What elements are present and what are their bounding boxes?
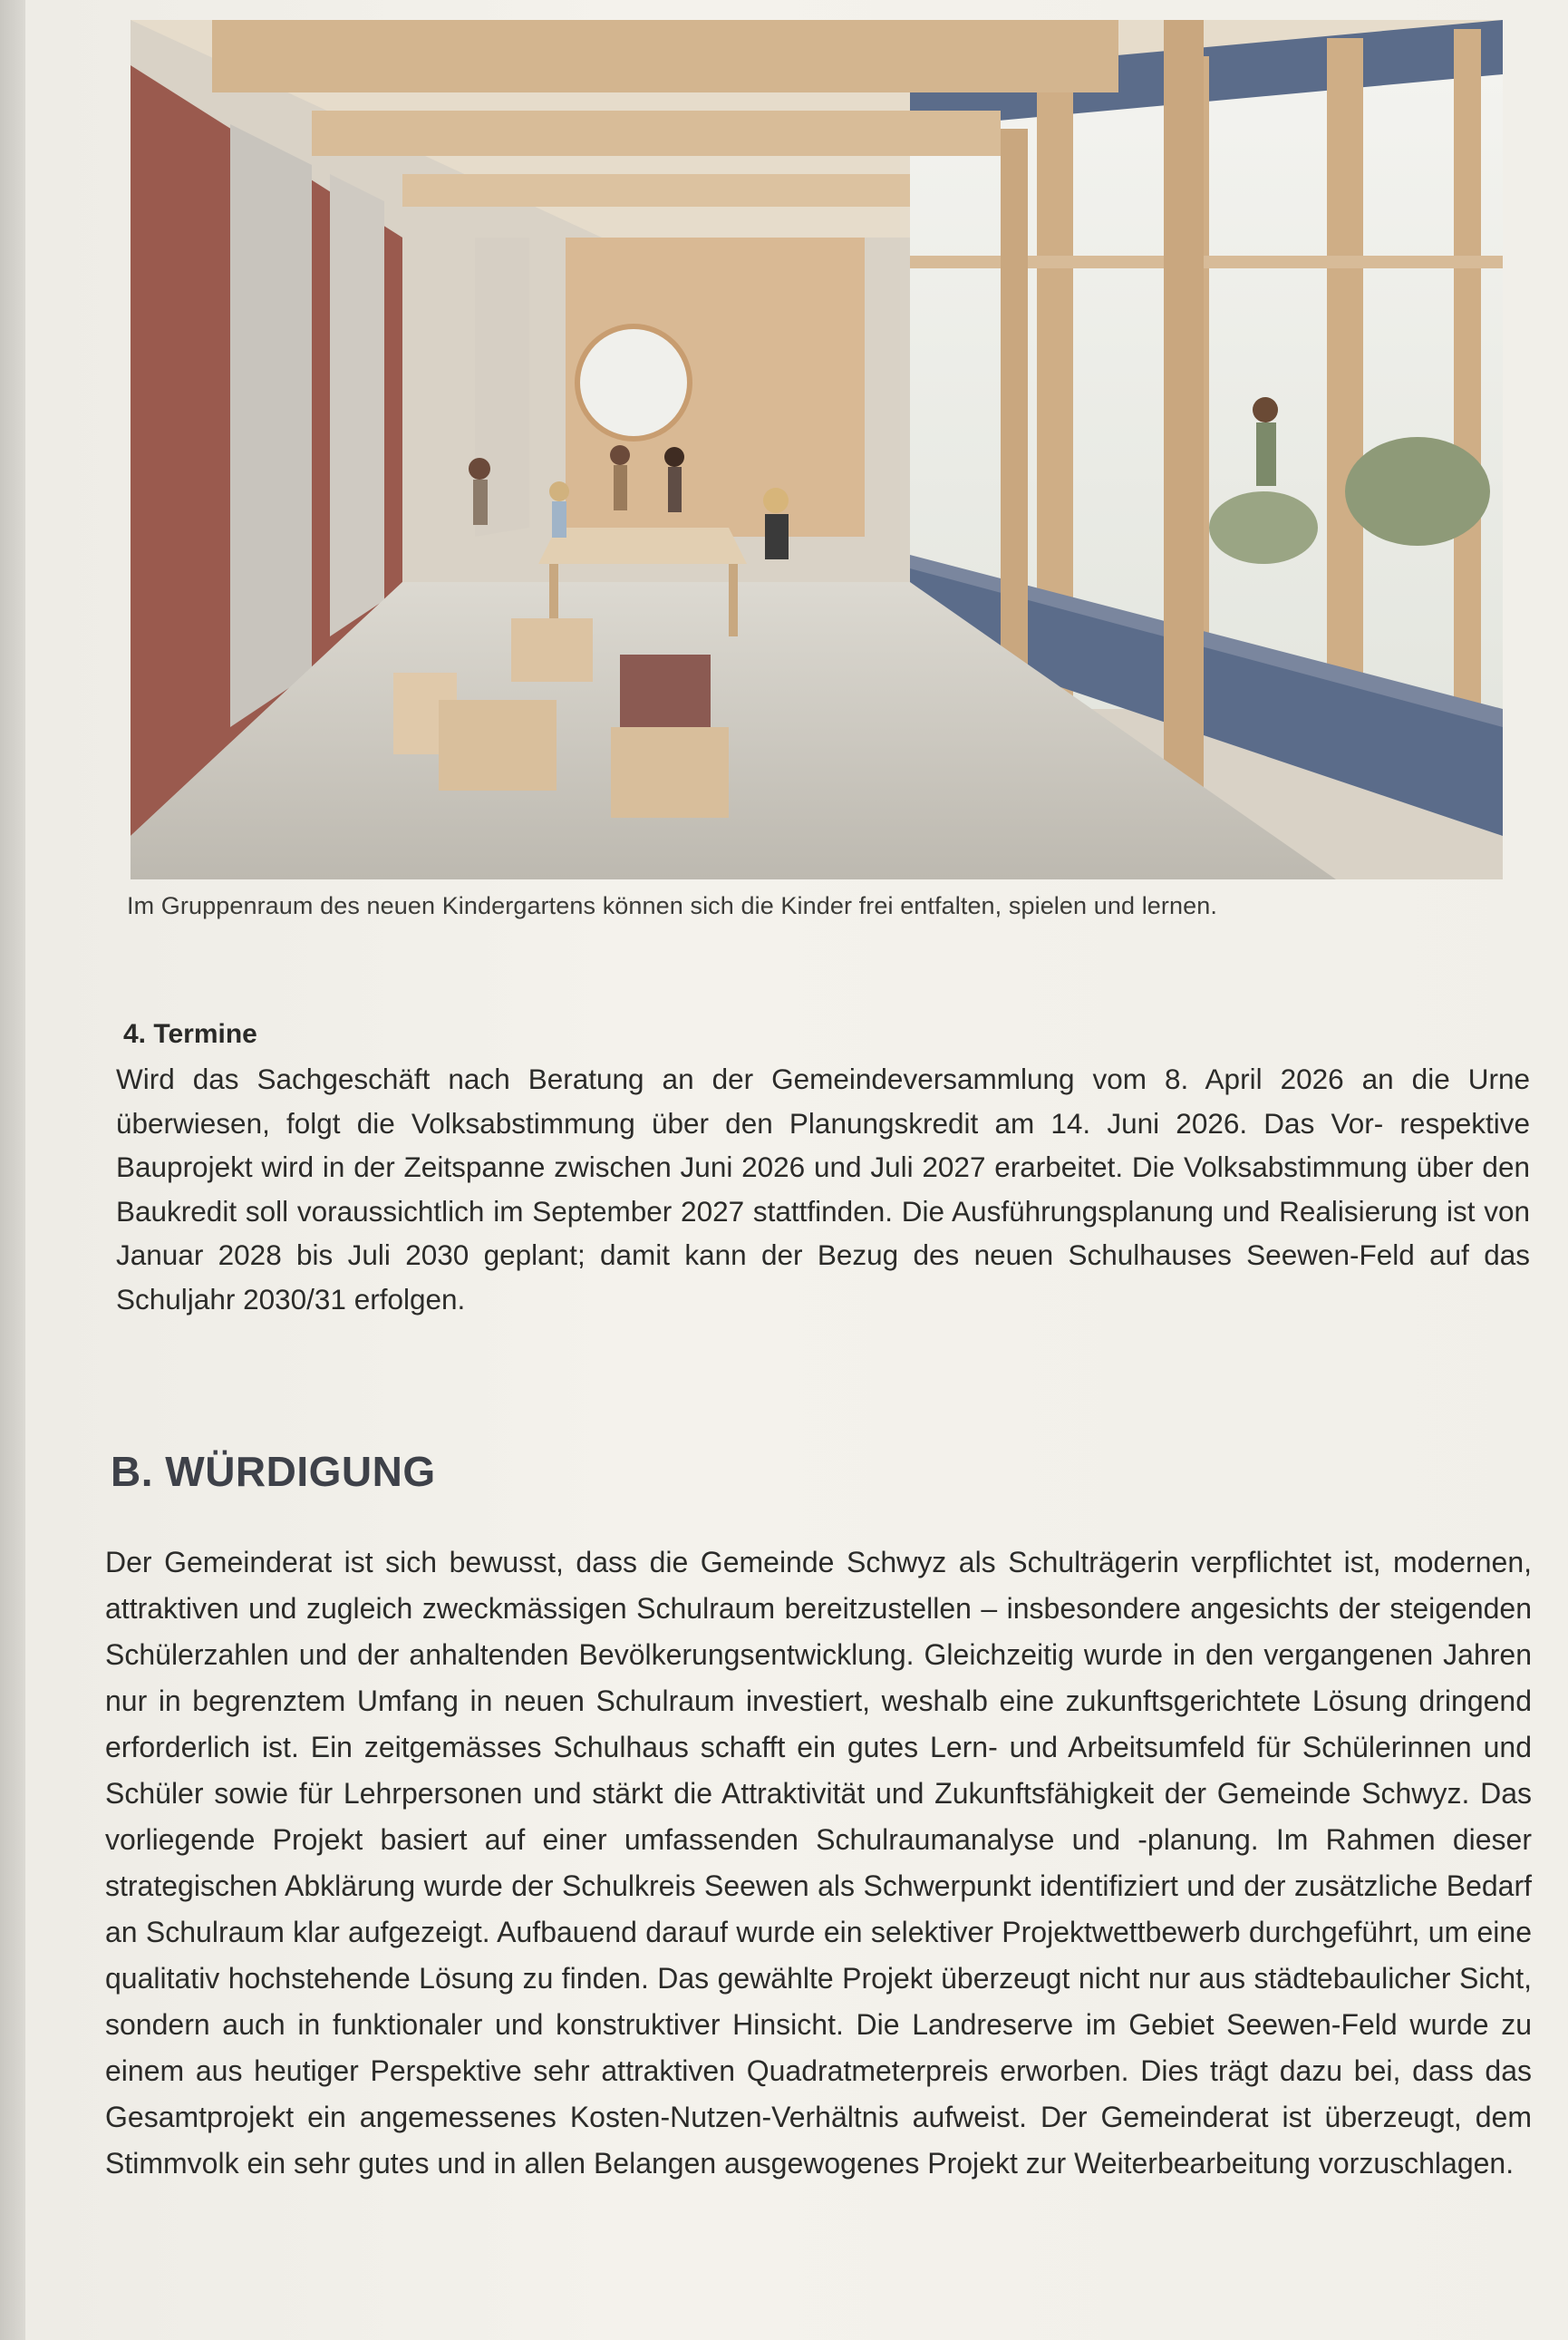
image-caption: Im Gruppenraum des neuen Kindergartens können sich die Kinder frei entfalten, spielen und lernen. [127,892,1217,919]
kindergarten-rendering-image [131,20,1503,879]
wuerdigung-paragraph [105,1539,1532,2187]
kindergarten-illustration-icon [131,20,1503,879]
termine-heading: 4. Termine [123,1019,257,1049]
termine-text: Wird das Sachgeschäft nach Beratung an der Gemeindeversammlung vom 8. April 2026 an die Urne überwiesen, folgt die Volksabstimmung über den Planungskredit am 14. Juni 2026. Das Vor- respektive Bauprojekt wird in der Zeitspanne zwischen Juni 2026 und Juli 2027 erarbeitet. Die Volksabstimmung über den Baukredit soll voraussichtlich im September 2027 stattfinden. Die Ausführungsplanung und Realisierung ist von Januar 2028 bis Juli 2030 geplant; damit kann der Bezug des neuen Schulhauses Seewen-Feld auf das Schuljahr 2030/31 erfolgen. [116,1063,1530,1316]
termine-paragraph [116,1057,1530,1321]
wuerdigung-text: Der Gemeinderat ist sich bewusst, dass die Gemeinde Schwyz als Schulträgerin verpflichtet ist, modernen, attraktiven und zugleich zweckmässigen Schulraum bereitzustellen – insbesondere angesichts der steigenden Schülerzahlen und der anhaltenden Bevölkerungsentwicklung. Gleichzeitig wurde in den vergangenen Jahren nur in begrenztem Umfang in neuen Schulraum investiert, weshalb eine zukunftsgerichtete Lösung dringend erforderlich ist. Ein zeitgemässes Schulhaus schafft ein gutes Lern- und Arbeitsumfeld für Schülerinnen und Schüler sowie für Lehrpersonen und stärkt die Attraktivität und Zukunftsfähigkeit der Gemeinde Schwyz. Das vorliegende Projekt basiert auf einer umfassenden Schulraumanalyse und -planung. Im Rahmen dieser strategischen Abklärung wurde der Schulkreis Seewen als Schwerpunkt identifiziert und der zusätzliche Bedarf an Schulraum klar aufgezeigt. Aufbauend darauf wurde ein selektiver Projektwettbewerb durchgeführt, um eine qualitativ hochstehende Lösung zu finden. Das gewählte Projekt überzeugt nicht nur aus städtebaulicher Sicht, sondern auch in funktionaler und konstruktiver Hinsicht. Die Landreserve im Gebiet Seewen-Feld wurde zu einem aus heutiger Perspektive sehr attraktiven Quadratmeterpreis erworben. Dies trägt dazu bei, dass das Gesamtprojekt ein angemessenes Kosten-Nutzen-Verhältnis aufweist. Der Gemeinderat ist überzeugt, dem Stimmvolk ein sehr gutes und in allen Belangen ausgewogenes Projekt zur Weiterbearbeitung vorzuschlagen. [105,1546,1532,2180]
wuerdigung-heading: B. WÜRDIGUNG [111,1448,436,1495]
document-page [25,0,1568,2340]
